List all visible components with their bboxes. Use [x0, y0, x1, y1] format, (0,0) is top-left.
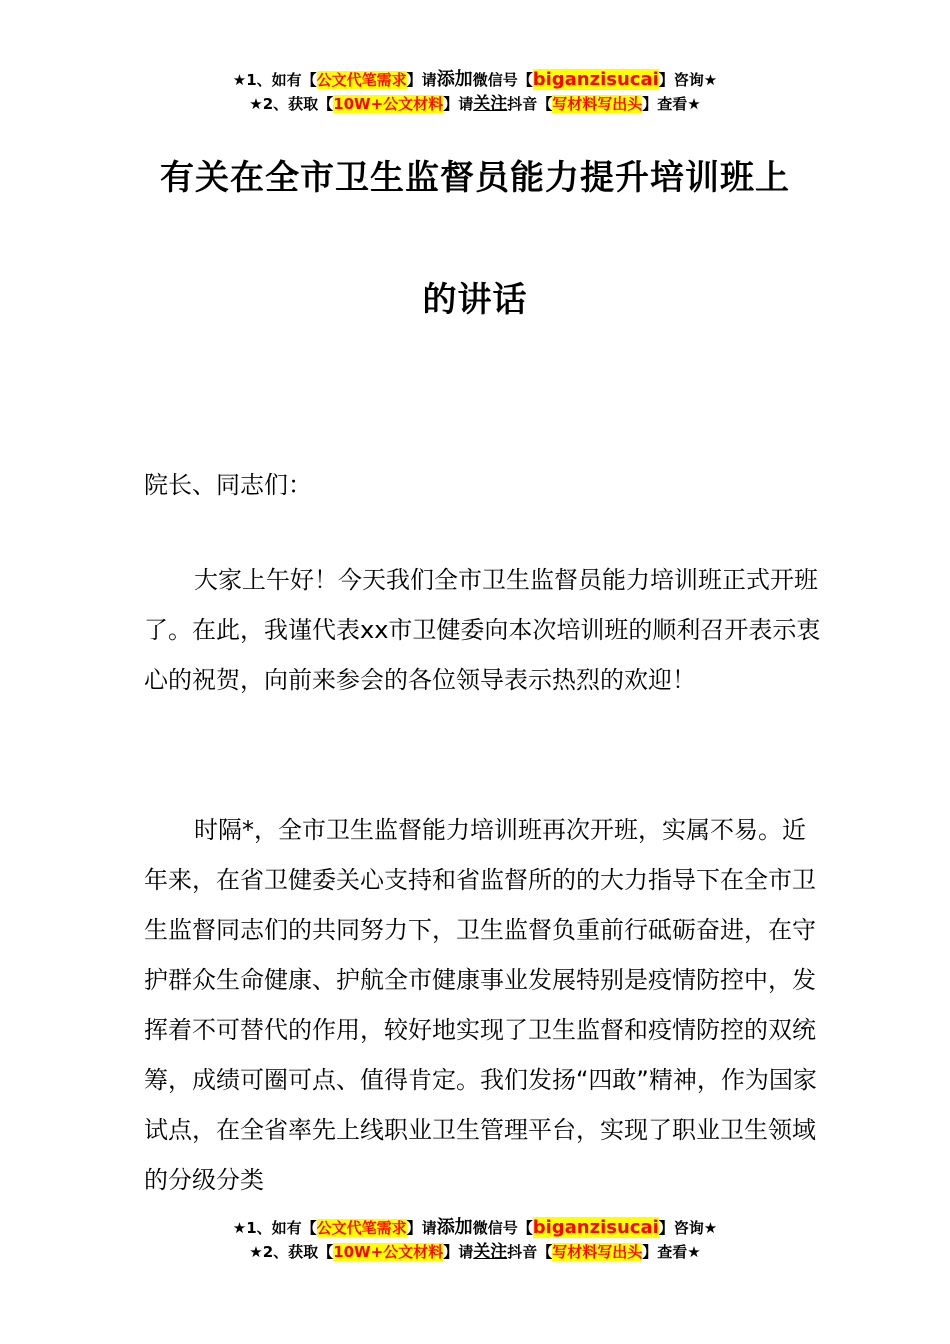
- salutation: 院长、同志们：: [144, 471, 312, 499]
- promo-emphasis: 关注: [473, 94, 508, 114]
- promo-text: 】咨询★: [658, 1219, 718, 1237]
- promo-text: 微信号【: [472, 71, 533, 89]
- promo-banner-bottom: [0, 1216, 950, 1264]
- promo-text: ★2、获取【: [249, 95, 334, 113]
- paragraph-achievements: 时隔*，全市卫生监督能力培训班再次开班，实属不易。近年来，在省卫健委关心支持和省监督所的的大力指导下在全市卫生监督同志们的共同努力下，卫生监督负重前行砥砺奋进，在守护群众生命健康、护航全市健康事业发展特别是疫情防控中，发挥着不可替代的作用，较好地实现了卫生监督和疫情防控的双统筹，成绩可圈可点、值得肯定。我们发扬“四敢”精神，作为国家试点，在全省率先上线职业卫生管理平台，实现了职业卫生领域的分级分类: [144, 816, 817, 1194]
- promo-emphasis: 添加: [436, 1217, 473, 1238]
- document-title-line-2: 的讲话: [422, 280, 528, 320]
- promo-highlight-service: 公文代笔需求: [316, 71, 407, 89]
- promo-highlight-wechat-id: biganzisucai: [532, 69, 659, 90]
- promo-text: 抖音【: [507, 1243, 553, 1261]
- promo-line-1: [0, 1216, 950, 1240]
- promo-highlight-materials: 10W+公文材料: [333, 1243, 444, 1261]
- promo-highlight-douyin: 写材料写出头: [552, 1243, 643, 1261]
- promo-text: 抖音【: [507, 95, 553, 113]
- promo-banner-top: [0, 68, 950, 116]
- promo-highlight-wechat-id: biganzisucai: [532, 1217, 659, 1238]
- promo-emphasis: 关注: [473, 1242, 508, 1262]
- promo-text: 】请: [406, 1219, 437, 1237]
- document-title-line-1: 有关在全市卫生监督员能力提升培训班上: [160, 158, 790, 198]
- promo-highlight-douyin: 写材料写出头: [552, 95, 643, 113]
- paragraph-opening: 大家上午好！今天我们全市卫生监督员能力培训班正式开班了。在此，我谨代表xx市卫健委向本次培训班的顺利召开表示衷心的祝贺，向前来参会的各位领导表示热烈的欢迎！: [144, 566, 821, 694]
- promo-line-2: [0, 92, 950, 116]
- promo-text: 】咨询★: [658, 71, 718, 89]
- promo-highlight-service: 公文代笔需求: [316, 1219, 407, 1237]
- promo-text: ★1、如有【: [232, 1219, 317, 1237]
- promo-line-2: [0, 1240, 950, 1264]
- promo-line-1: [0, 68, 950, 92]
- promo-highlight-materials: 10W+公文材料: [333, 95, 444, 113]
- promo-text: ★2、获取【: [249, 1243, 334, 1261]
- promo-text: 】请: [443, 1243, 474, 1261]
- promo-text: 】请: [443, 95, 474, 113]
- promo-text: 】查看★: [642, 95, 701, 113]
- promo-text: ★1、如有【: [232, 71, 317, 89]
- promo-text: 微信号【: [472, 1219, 533, 1237]
- promo-emphasis: 添加: [436, 69, 473, 90]
- promo-text: 】查看★: [642, 1243, 701, 1261]
- promo-text: 】请: [406, 71, 437, 89]
